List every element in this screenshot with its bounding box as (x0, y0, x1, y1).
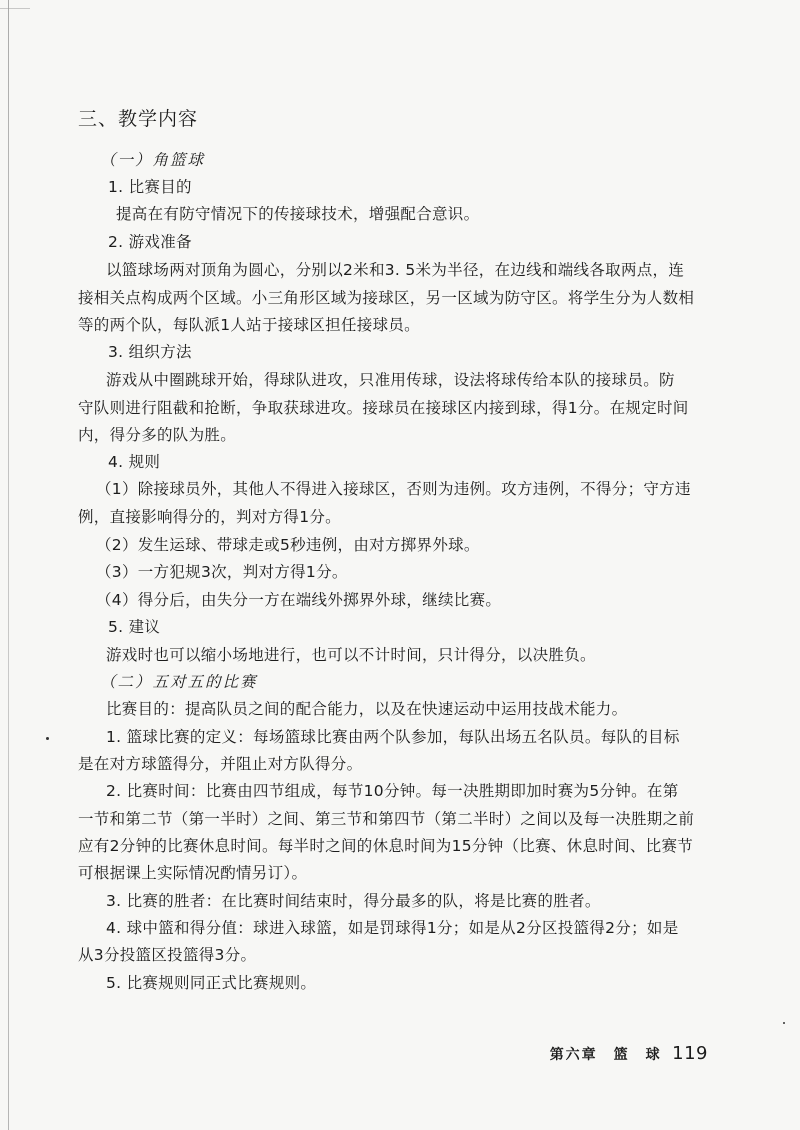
definition-line: 1. 篮球比赛的定义：每场篮球比赛由两个队参加，每队出场五名队员。每队的目标 (106, 728, 680, 746)
prep-label: 2. 游戏准备 (108, 233, 192, 251)
match-time-line: 可根据课上实际情况酌情另订）。 (78, 864, 308, 882)
match-time-line: 一节和第二节（第一半时）之间、第三节和第四节（第二半时）之间以及每一决胜期之前 (78, 810, 695, 828)
rule-item: （2）发生运球、带球走或5秒违例，由对方掷界外球。 (96, 536, 480, 554)
match-rules-text: 5. 比赛规则同正式比赛规则。 (106, 974, 317, 992)
scan-edge (8, 0, 9, 1130)
page-footer (550, 1044, 708, 1065)
rule-item: （4）得分后，由失分一方在端线外掷界外球，继续比赛。 (96, 591, 502, 609)
scoring-line: 4. 球中篮和得分值：球进入球篮，如是罚球得1分；如是从2分区投篮得2分；如是 (106, 919, 679, 937)
goal-label: 1. 比赛目的 (108, 178, 192, 196)
definition-line: 是在对方球篮得分，并阻止对方队得分。 (78, 755, 363, 773)
match-time-line: 2. 比赛时间：比赛由四节组成，每节10分钟。每一决胜期即加时赛为5分钟。在第 (106, 782, 679, 800)
rule-item: （1）除接球员外，其他人不得进入接球区，否则为违例。攻方违例，不得分；守方违 (96, 480, 691, 498)
scan-corner-mark (0, 0, 30, 9)
prep-line: 以篮球场两对顶角为圆心，分别以2米和3. 5米为半径，在边线和端线各取两点，连 (106, 261, 685, 279)
prep-line: 接相关点构成两个区域。小三角形区域为接球区，另一区域为防守区。将学生分为人数相 (78, 289, 695, 307)
org-line: 内，得分多的队为胜。 (78, 426, 237, 444)
subsection-heading-1: （一）角篮球 (100, 151, 206, 169)
page-number: 119 (672, 1043, 708, 1064)
scoring-line: 从3分投篮区投篮得3分。 (78, 946, 257, 964)
org-line: 守队则进行阻截和抢断，争取获球进攻。接球员在接球区内接到球，得1分。在规定时间 (78, 399, 689, 417)
winner-text: 3. 比赛的胜者：在比赛时间结束时，得分最多的队，将是比赛的胜者。 (106, 892, 601, 910)
section-title: 三、教学内容 (78, 108, 199, 130)
match-goal-text: 比赛目的：提高队员之间的配合能力，以及在快速运动中运用技战术能力。 (106, 700, 628, 718)
scan-speck (46, 737, 49, 740)
org-label: 3. 组织方法 (108, 343, 192, 361)
match-time-line: 应有2分钟的比赛休息时间。每半时之间的休息时间为15分钟（比赛、休息时间、比赛节 (78, 837, 694, 855)
org-line: 游戏从中圈跳球开始，得球队进攻，只准用传球，设法将球传给本队的接球员。防 (106, 371, 675, 389)
prep-line: 等的两个队，每队派1人站于接球区担任接球员。 (78, 316, 420, 334)
scan-speck (783, 1022, 785, 1024)
rule-item: （3）一方犯规3次，判对方得1分。 (96, 563, 348, 581)
subsection-heading-2: （二）五对五的比赛 (100, 673, 258, 691)
rules-label: 4. 规则 (108, 453, 161, 471)
rule-item: 例，直接影响得分的，判对方得1分。 (78, 508, 341, 526)
advice-text: 游戏时也可以缩小场地进行，也可以不计时间，只计得分，以决胜负。 (106, 646, 596, 664)
chapter-label: 第六章 篮 球 (549, 1047, 662, 1063)
goal-text: 提高在有防守情况下的传接球技术，增强配合意识。 (116, 205, 480, 223)
advice-label: 5. 建议 (108, 618, 161, 636)
